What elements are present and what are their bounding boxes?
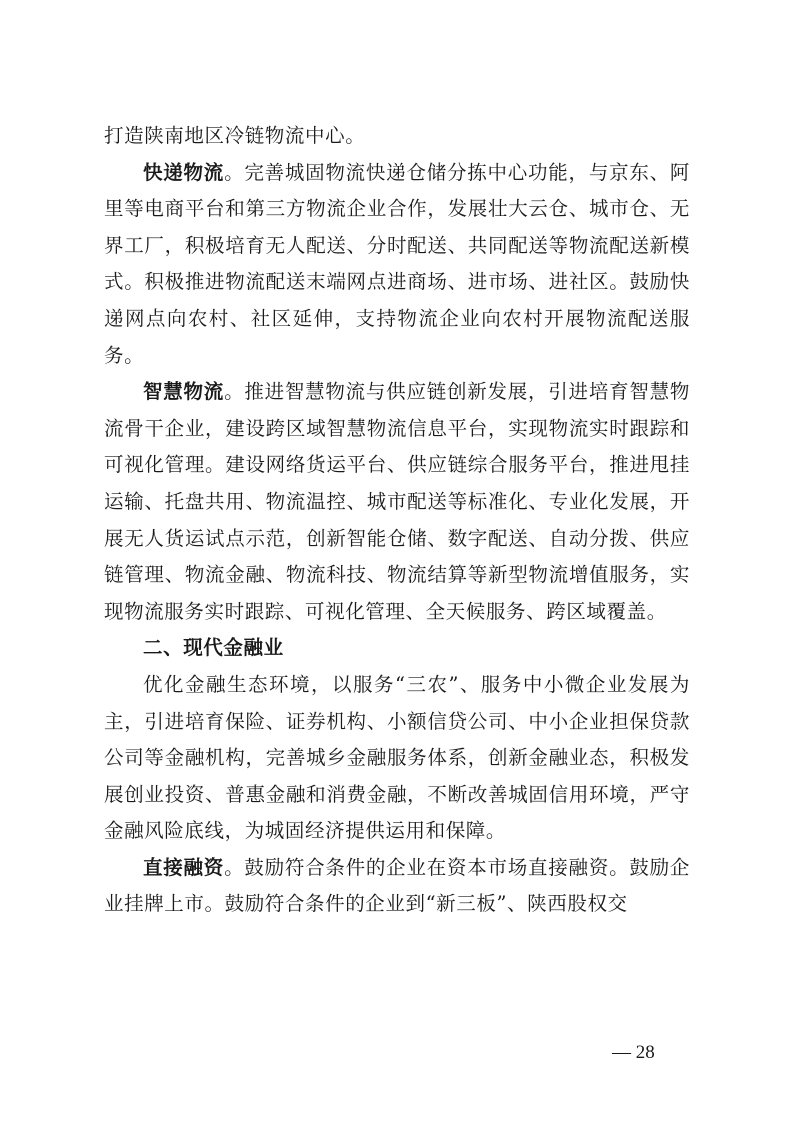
paragraph-text: 打造陕南地区冷链物流中心。 — [104, 124, 366, 147]
paragraph-smart-logistics — [104, 374, 690, 630]
paragraph-text: 。完善城固物流快递仓储分拣中心功能，与京东、阿里等电商平台和第三方物流企业合作，发展壮大云仓、城市仓、无界工厂，积极培育无人配送、分时配送、共同配送等物流配送新模式。积极推进物流配送末端网点进商场、进市场、进社区。鼓励快递网点向农村、社区延伸，支持物流企业向农村开展物流配送服务。 — [104, 160, 690, 367]
paragraph-express-logistics — [104, 155, 690, 375]
paragraph-continuation — [104, 118, 690, 155]
section-heading: 二、现代金融业 — [143, 636, 284, 660]
paragraph-text: 。鼓励符合条件的企业在资本市场直接融资。鼓励企业挂牌上市。鼓励符合条件的企业到“新三板”、陕西股权交 — [104, 855, 690, 916]
paragraph-finance-intro — [104, 667, 690, 850]
paragraph-direct-financing — [104, 850, 690, 923]
paragraph-lead: 快递物流 — [143, 160, 225, 184]
paragraph-lead: 直接融资 — [143, 855, 225, 879]
body-text — [104, 118, 690, 923]
paragraph-text: 。推进智慧物流与供应链创新发展，引进培育智慧物流骨干企业，建设跨区域智慧物流信息平台，实现物流实时跟踪和可视化管理。建设网络货运平台、供应链综合服务平台，推进甩挂运输、托盘共用、物流温控、城市配送等标准化、专业化发展，开展无人货运试点示范，创新智能仓储、数字配送、自动分拨、供应链管理、物流金融、物流科技、物流结算等新型物流增值服务，实现物流服务实时跟踪、可视化管理、全天候服务、跨区域覆盖。 — [104, 380, 690, 623]
page-number: — 28 — [612, 1042, 655, 1063]
paragraph-lead: 智慧物流 — [143, 380, 225, 404]
paragraph-text: 优化金融生态环境，以服务“三农”、服务中小微企业发展为主，引进培育保险、证券机构、小额信贷公司、中小企业担保贷款公司等金融机构，完善城乡金融服务体系，创新金融业态，积极发展创业投资、普惠金融和消费金融，不断改善城固信用环境，严守金融风险底线，为城固经济提供运用和保障。 — [104, 672, 690, 843]
